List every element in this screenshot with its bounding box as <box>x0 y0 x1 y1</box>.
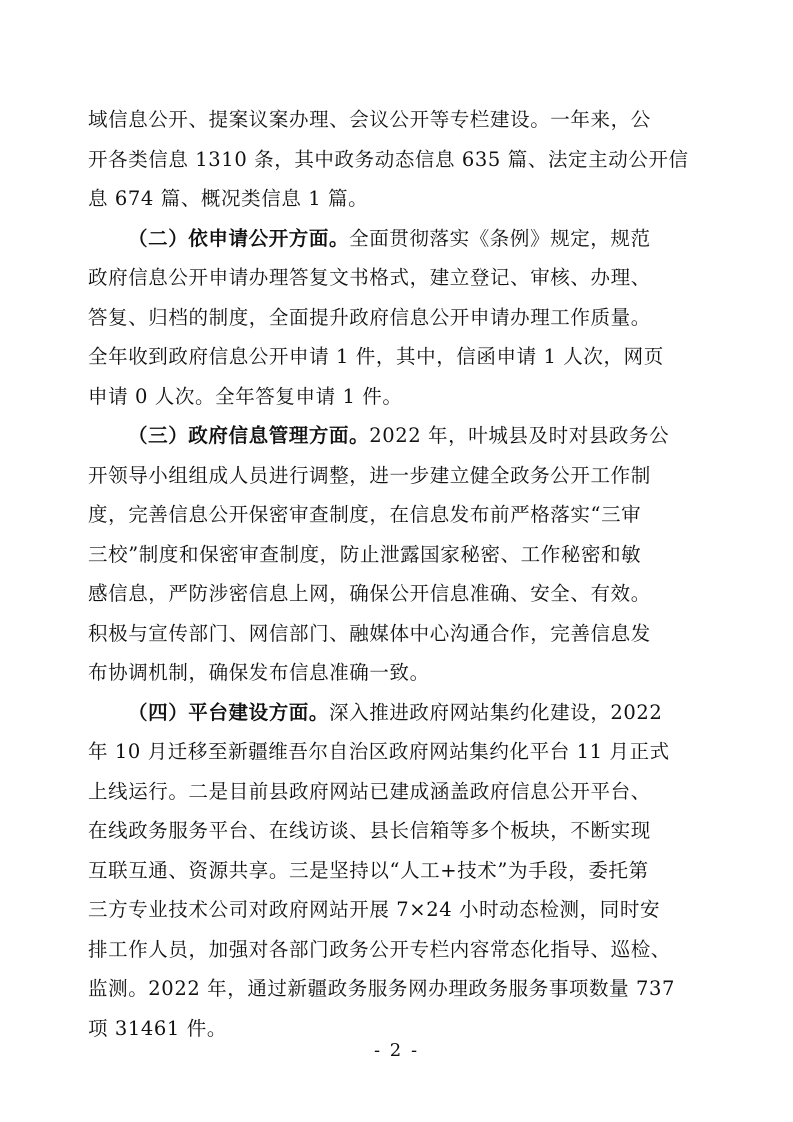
text-line: 上线运行。二是目前县政府网站已建成涵盖政府信息公开平台、 <box>88 779 651 803</box>
text-line: 互联互通、资源共享。三是坚持以“人工+技术”为手段，委托第 <box>88 858 649 882</box>
text-line: 申请 0 人次。全年答复申请 1 件。 <box>88 384 403 408</box>
text-line <box>88 219 708 259</box>
document-body <box>88 100 708 1048</box>
text-line: 开各类信息 1310 条，其中政务动态信息 635 篇、法定主动公开信 <box>88 147 689 171</box>
text-line <box>88 416 708 456</box>
text-line: 布协调机制，确保发布信息准确一致。 <box>88 661 430 684</box>
text-line: 项 31461 件。 <box>88 1016 227 1040</box>
text-line: 息 674 篇、概况类信息 1 篇。 <box>88 187 369 210</box>
section-heading: （二）依申请公开方面。 <box>128 226 350 250</box>
paragraph-platform-construction <box>88 693 708 1049</box>
text-line: 三方专业技术公司对政府网站开展 7×24 小时动态检测，同时安 <box>88 898 661 921</box>
paragraph-info-disclosure-summary <box>88 100 708 219</box>
text-line: 开领导小组组成人员进行调整，进一步建立健全政务公开工作制 <box>88 463 651 487</box>
text-run: 深入推进政府网站集约化建设，2022 <box>329 700 663 724</box>
text-line: 答复、归档的制度，全面提升政府信息公开申请办理工作质量。 <box>88 305 651 329</box>
text-run: 2022 年，叶城县及时对县政务公 <box>369 424 670 447</box>
text-line: 排工作人员，加强对各部门政务公开专栏内容常态化指导、巡检、 <box>88 937 671 961</box>
text-line: 监测。2022 年，通过新疆政务服务网办理政务服务事项数量 737 <box>88 977 676 1000</box>
text-line: 度，完善信息公开保密审查制度，在信息发布前严格落实“三审 <box>88 503 642 526</box>
text-line: 域信息公开、提案议案办理、会议公开等专栏建设。一年来，公 <box>88 108 651 131</box>
page-number: - 2 - <box>373 1040 420 1061</box>
text-line: 感信息，严防涉密信息上网，确保公开信息准确、安全、有效。 <box>88 582 651 605</box>
text-line: 政府信息公开申请办理答复文书格式，建立登记、审核、办理、 <box>88 266 651 289</box>
paragraph-info-management <box>88 416 708 693</box>
text-line: 在线政务服务平台、在线访谈、县长信箱等多个板块，不断实现 <box>88 819 651 842</box>
text-run: 全面贯彻落实《条例》规定，规范 <box>349 226 651 250</box>
text-line <box>88 693 708 733</box>
section-heading: （三）政府信息管理方面。 <box>128 424 370 447</box>
text-line: 积极与宣传部门、网信部门、融媒体中心沟通合作，完善信息发 <box>88 621 651 645</box>
paragraph-application-disclosure <box>88 219 708 417</box>
text-line: 年 10 月迁移至新疆维吾尔自治区政府网站集约化平台 11 月正式 <box>88 740 670 763</box>
text-line: 全年收到政府信息公开申请 1 件，其中，信函申请 1 人次，网页 <box>88 345 664 368</box>
text-line: 三校”制度和保密审查制度，防止泄露国家秘密、工作秘密和敏 <box>88 542 642 566</box>
section-heading: （四）平台建设方面。 <box>128 700 330 724</box>
